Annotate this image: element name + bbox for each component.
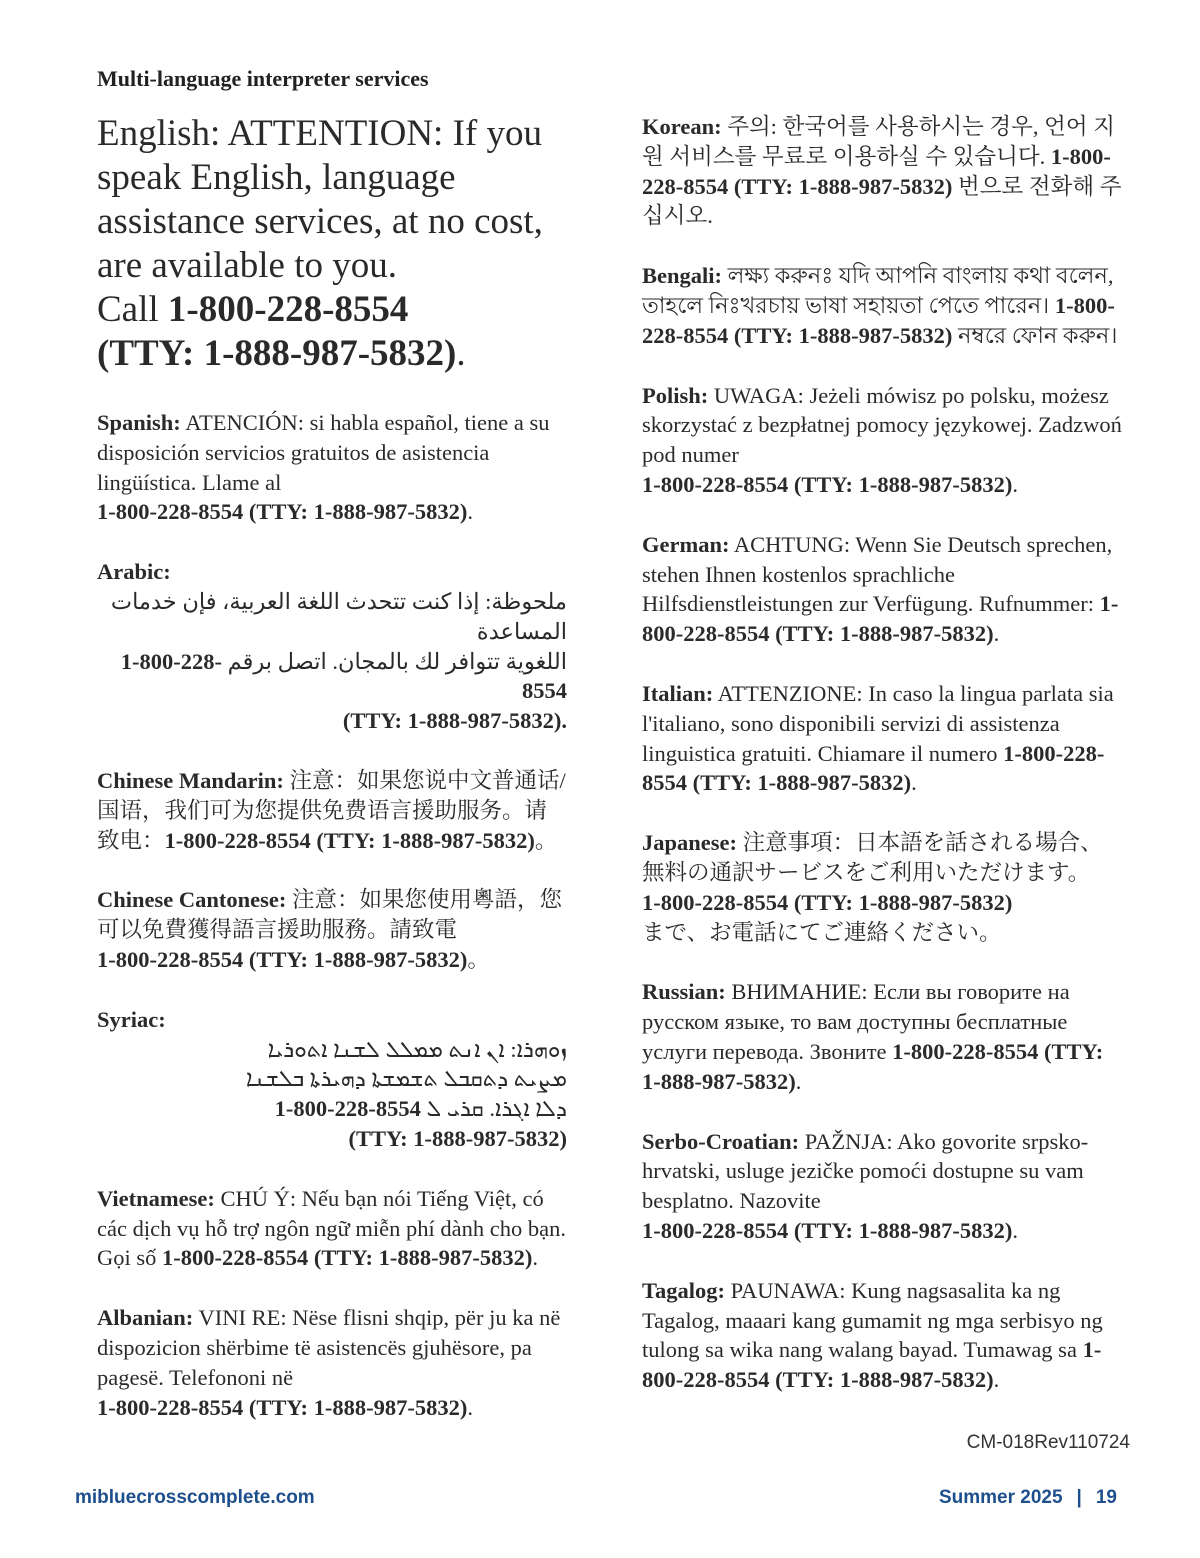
- language-name: Polish:: [642, 382, 709, 408]
- language-text: UWAGA: Jeżeli mówisz po polsku, możesz skorzystać z bezpłatnej pomocy językowej. Zadzwoń pod numer: [642, 382, 1122, 468]
- language-end: .: [532, 1245, 539, 1271]
- tty-number[interactable]: (TTY: 1-888-987-5832): [348, 1125, 567, 1151]
- language-end: .: [467, 499, 474, 525]
- arabic-line-1: ملحوظة: إذا كنت تتحدث اللغة العربية، فإن خدمات المساعدة: [110, 588, 567, 644]
- language-name: Syriac:: [97, 1006, 166, 1032]
- language-name: Spanish:: [97, 410, 181, 435]
- language-text: 注意事項：日本語を話される場合、無料の通訳サービスをご利用いただけます。: [642, 830, 1103, 885]
- language-text: CHÚ Ý: Nếu bạn nói Tiếng Việt, có các dịch vụ hỗ trợ ngôn ngữ miễn phí dành cho bạn. Gọi số: [97, 1185, 566, 1271]
- footer-issue-page: [939, 1487, 1117, 1509]
- language-end: .: [993, 621, 1000, 647]
- language-name: Russian:: [642, 979, 726, 1005]
- phone-number[interactable]: 1-800-228-8554 (TTY: 1-888-987-5832): [642, 740, 1105, 796]
- footer-website-link[interactable]: mibluecrosscomplete.com: [75, 1487, 315, 1508]
- language-text: PAUNAWA: Kung nagsasalita ka ng Tagalog, maaari kang gumamit ng mga serbisyo ng tulong sa wika nang walang bayad. Tumawag sa: [642, 1277, 1103, 1363]
- language-name: Korean:: [642, 114, 722, 139]
- language-notice-italian: [642, 679, 1122, 798]
- language-notice-arabic: [97, 557, 567, 736]
- language-notice-chinese-mandarin: [97, 766, 567, 855]
- footer-issue: Summer 2025: [938, 1487, 1063, 1508]
- english-notice: [97, 112, 567, 376]
- page-heading: Multi-language interpreter services: [97, 66, 429, 91]
- phone-number[interactable]: 1-800-228-8554 (TTY: 1-888-987-5832): [162, 1245, 533, 1271]
- language-notice-korean: [642, 112, 1122, 231]
- phone-number[interactable]: 1-800-228-8554: [274, 1096, 421, 1122]
- phone-number[interactable]: 1-800-228-8554 (TTY: 1-888-987-5832): [642, 591, 1119, 647]
- syriac-line-3: [97, 1094, 567, 1124]
- language-name: Arabic:: [97, 559, 171, 585]
- phone-number[interactable]: 1-800-228-8554 (TTY: 1-888-987-5832): [164, 827, 535, 853]
- english-phone[interactable]: 1-800-228-8554: [167, 289, 409, 330]
- language-text: 注意：如果您使用粵語，您可以免費獲得語言援助服務。請致電: [97, 887, 563, 943]
- phone-number[interactable]: 1-800-228-8554 (TTY: 1-888-987-5832): [97, 499, 468, 525]
- language-notice-serbo-croatian: [642, 1127, 1122, 1246]
- footer-separator: |: [1076, 1487, 1082, 1508]
- language-notice-japanese: [642, 828, 1122, 947]
- phone-number[interactable]: 1-800-228-8554: [120, 648, 567, 704]
- english-tty[interactable]: (TTY: 1-888-987-5832): [97, 333, 457, 374]
- language-end: .: [911, 770, 917, 796]
- english-text: English: ATTENTION: If you speak English, language assistance services, at no cost, are available to you.: [97, 113, 543, 286]
- phone-number[interactable]: 1-800-228-8554 (TTY: 1-888-987-5832): [642, 471, 1013, 497]
- language-name: Tagalog:: [642, 1277, 725, 1303]
- syriac-line-2: ܡܨܝܬ ܕܬܩܒܠ ܬܫܡܫܬܐ ܕܗܝܪܬܐ ܒܠܫܢܐ: [245, 1066, 567, 1092]
- language-end: নম্বরে ফোন করুন।: [958, 322, 1118, 348]
- left-column: [97, 112, 567, 1452]
- language-name: Serbo-Croatian:: [642, 1128, 800, 1154]
- arabic-line-2-text: اللغوية تتوافر لك بالمجان. اتصل برقم: [227, 648, 567, 674]
- right-column: [642, 112, 1122, 1425]
- phone-number[interactable]: 1-800-228-8554 (TTY: 1-888-987-5832): [97, 1394, 468, 1420]
- phone-number[interactable]: 1-800-228-8554 (TTY: 1-888-987-5832): [642, 1038, 1104, 1094]
- english-call: Call: [97, 289, 159, 330]
- language-notice-albanian: [97, 1303, 567, 1422]
- language-name: Vietnamese:: [97, 1185, 215, 1211]
- phone-number[interactable]: 1-800-228-8554 (TTY: 1-888-987-5832): [642, 1337, 1102, 1393]
- language-end: 。: [467, 946, 490, 972]
- arabic-line-2: [97, 647, 567, 707]
- phone-number[interactable]: 1-800-228-8554 (TTY: 1-888-987-5832): [642, 1217, 1013, 1243]
- language-name: Chinese Cantonese:: [97, 887, 287, 913]
- language-name: Bengali:: [642, 263, 723, 289]
- language-name: Chinese Mandarin:: [97, 767, 284, 793]
- syriac-line-3-text: ܕܠܐ ܐܓܪܐ. ܩܪܝ ܠ: [426, 1096, 567, 1122]
- language-end: 。: [534, 827, 558, 853]
- language-end: .: [1012, 471, 1019, 497]
- language-notice-polish: [642, 381, 1122, 500]
- language-end: まで、お電話にてご連絡ください。: [642, 919, 1002, 945]
- language-name: Japanese:: [642, 830, 737, 856]
- language-text: 주의: 한국어를 사용하시는 경우, 언어 지원 서비스를 무료로 이용하실 수 있습니다.: [642, 114, 1115, 169]
- phone-number[interactable]: 1-800-228-8554 (TTY: 1-888-987-5832): [642, 143, 1111, 199]
- language-text: 注意：如果您说中文普通话/国语，我们可为您提供免费语言援助服务。请致电：: [97, 767, 566, 853]
- phone-number[interactable]: 1-800-228-8554 (TTY: 1-888-987-5832): [97, 946, 468, 972]
- language-notice-tagalog: [642, 1276, 1122, 1395]
- english-end: .: [456, 333, 466, 374]
- language-notice-bengali: [642, 261, 1122, 350]
- tty-number[interactable]: (TTY: 1-888-987-5832).: [342, 708, 567, 734]
- arabic-line-3: [97, 706, 567, 736]
- language-notice-vietnamese: [97, 1184, 567, 1273]
- language-end: .: [1012, 1217, 1019, 1243]
- language-notice-spanish: [97, 408, 567, 527]
- language-text: ACHTUNG: Wenn Sie Deutsch sprechen, stehen Ihnen kostenlos sprachliche Hilfsdienstleistungen zur Verfügung. Rufnummer:: [642, 531, 1113, 617]
- language-text: PAŽNJA: Ako govorite srpsko-hrvatski, usluge jezičke pomoći dostupne su vam besplatno. Nazovite: [642, 1128, 1089, 1214]
- phone-number[interactable]: 1-800-228-8554 (TTY: 1-888-987-5832): [642, 889, 1013, 915]
- language-notice-russian: [642, 977, 1122, 1096]
- language-notice-syriac: [97, 1005, 567, 1154]
- syriac-line-4: [97, 1124, 567, 1154]
- language-end: .: [467, 1394, 474, 1420]
- language-name: German:: [642, 531, 730, 557]
- phone-number[interactable]: 1-800-228-8554 (TTY: 1-888-987-5832): [642, 292, 1115, 348]
- language-text: লক্ষ্য করুনঃ যদি আপনি বাংলায় কথা বলেন, তাহলে নিঃখরচায় ভাষা সহায়তা পেতে পারেন।: [642, 263, 1114, 318]
- language-name: Italian:: [642, 680, 714, 706]
- syriac-text: [97, 1035, 567, 1154]
- language-end: 번으로 전화해 주십시오.: [642, 173, 1122, 229]
- language-text: ATENCIÓN: si habla español, tiene a su disposición servicios gratuitos de asistencia lingüística. Llame al: [97, 410, 550, 495]
- language-text: ВНИМАНИЕ: Если вы говорите на русском языке, то вам доступны бесплатные услуги перевода. Звоните: [642, 979, 1070, 1064]
- language-end: .: [993, 1367, 1000, 1393]
- language-name: Albanian:: [97, 1305, 194, 1331]
- footer-page-number: 19: [1095, 1487, 1117, 1508]
- language-text: ATTENZIONE: In caso la lingua parlata sia l'italiano, sono disponibili servizi di assistenza linguistica gratuiti. Chiamare il numero: [642, 680, 1114, 766]
- document-code: CM-018Rev110724: [966, 1432, 1130, 1453]
- syriac-line-1: ܙܘܗܪܐ: ܐܢ ܐܢܬ ܡܡܠܠ ܠܫܢܐ ܐܬܘܪܝܐ: [267, 1036, 567, 1062]
- arabic-text: [97, 587, 567, 736]
- language-notice-german: [642, 530, 1122, 649]
- language-text: VINI RE: Nëse flisni shqip, për ju ka në dispozicion shërbime të asistencës gjuhësore, pa pagesë. Telefononi në: [97, 1305, 561, 1390]
- language-end: .: [795, 1068, 802, 1094]
- language-notice-chinese-cantonese: [97, 885, 567, 974]
